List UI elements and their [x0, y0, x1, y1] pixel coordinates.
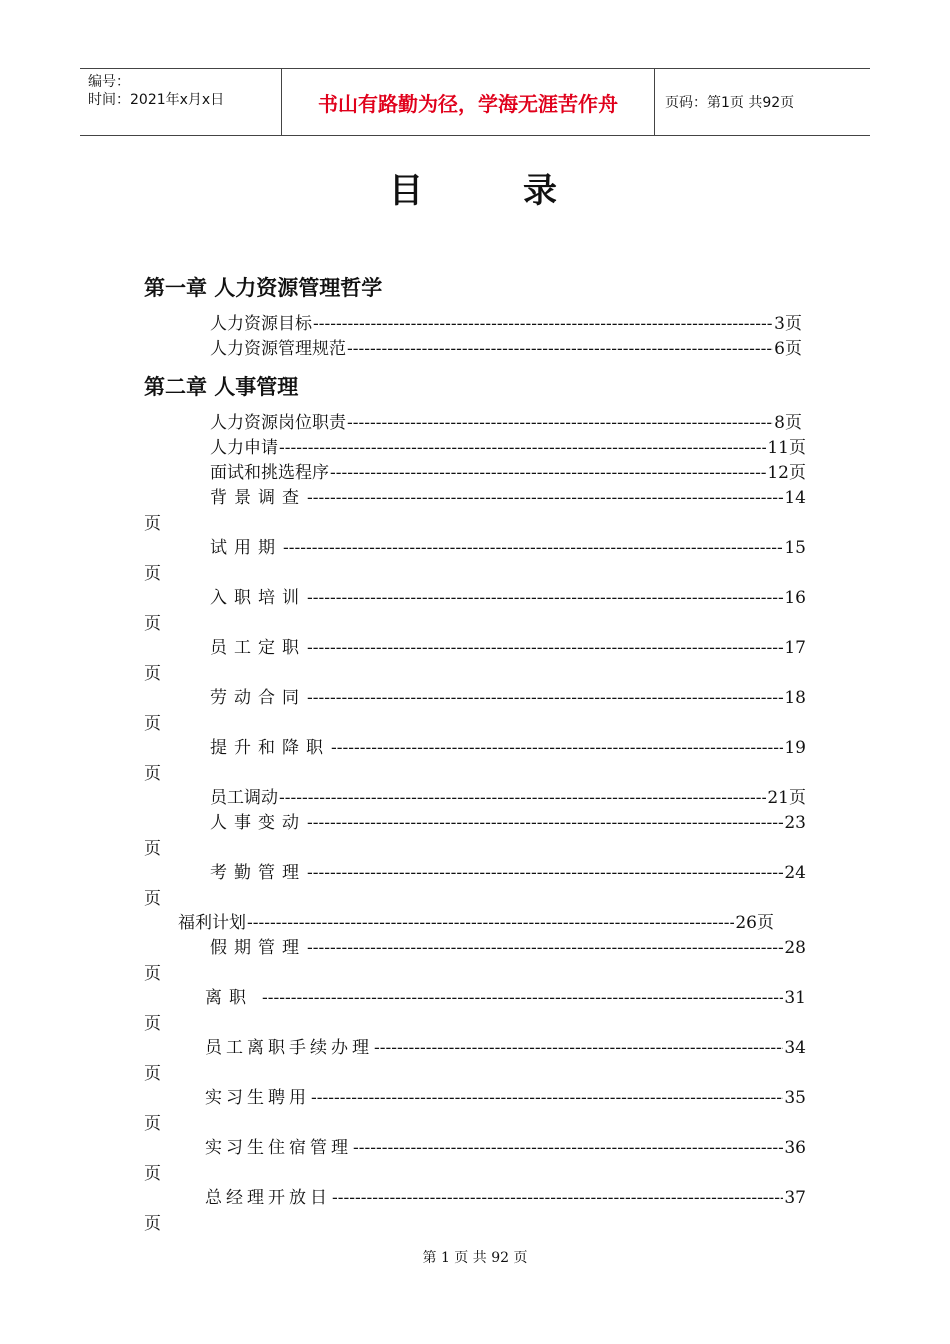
toc-entry-page: 37: [784, 1188, 806, 1207]
toc-leader: [330, 463, 766, 482]
toc-entry[interactable]: [210, 433, 806, 457]
page-suffix: 页: [144, 889, 161, 909]
toc-entry-label: 人力资源目标: [210, 314, 312, 333]
toc-entry-label: 提升和降职: [210, 738, 330, 757]
toc-entry[interactable]: [210, 334, 802, 358]
toc-leader: [332, 1188, 783, 1207]
toc-entry[interactable]: [210, 683, 806, 707]
toc-entry[interactable]: [205, 1133, 806, 1157]
toc-entry-page: 35: [784, 1088, 806, 1107]
page-suffix: 页: [144, 1014, 161, 1034]
page-suffix: 页: [144, 1114, 161, 1134]
toc-entry[interactable]: [205, 983, 806, 1007]
toc-entry[interactable]: [210, 933, 806, 957]
toc-entry-page: 16: [784, 588, 806, 607]
toc-entry[interactable]: [210, 458, 806, 482]
toc-entry[interactable]: [210, 583, 806, 607]
chapter-heading: 第二章 人事管理: [144, 375, 299, 399]
toc-entry-label: 离职: [205, 988, 253, 1007]
toc-leader: [307, 688, 783, 707]
toc-entry-page: 15: [784, 538, 806, 557]
toc-leader: [279, 788, 766, 807]
toc-entry[interactable]: [178, 908, 774, 932]
toc-entry[interactable]: [210, 533, 806, 557]
title-right: 录: [523, 171, 561, 211]
toc-entry-label: 实习生聘用: [205, 1088, 310, 1107]
toc-entry-page: 34: [784, 1038, 806, 1057]
toc-entry[interactable]: [205, 1033, 806, 1057]
page-suffix: 页: [144, 514, 161, 534]
toc-entry[interactable]: [210, 309, 802, 333]
toc-entry[interactable]: [210, 408, 802, 432]
toc-entry-label: 人事变动: [210, 813, 306, 832]
header-motto: 书山有路勤为径，学海无涯苦作舟: [282, 69, 655, 135]
toc-entry-label: 福利计划: [178, 913, 246, 932]
toc-entry[interactable]: [210, 858, 806, 882]
toc-entry-label: 人力资源管理规范: [210, 339, 346, 358]
toc-leader: [311, 1088, 783, 1107]
page-footer: 第 1 页 共 92 页: [422, 1250, 528, 1266]
page-suffix: 页: [144, 714, 161, 734]
toc-entry-page: 17: [784, 638, 806, 657]
page-suffix: 页: [144, 839, 161, 859]
toc-entry-page: 26页: [735, 913, 774, 932]
page-suffix: 页: [144, 614, 161, 634]
toc-entry-page: 18: [784, 688, 806, 707]
page-suffix: 页: [144, 764, 161, 784]
toc-entry-page: 21页: [767, 788, 806, 807]
toc-entry-page: 14: [784, 488, 806, 507]
toc-entry-page: 23: [784, 813, 806, 832]
toc-entry[interactable]: [210, 633, 806, 657]
toc-leader: [307, 588, 783, 607]
header-page-info: 页码：第1页 共92页: [665, 95, 795, 111]
toc-leader: [247, 913, 734, 932]
toc-entry-label: 假期管理: [210, 938, 306, 957]
toc-entry-page: 8页: [774, 413, 802, 432]
toc-entry[interactable]: [205, 1183, 806, 1207]
toc-entry-page: 12页: [767, 463, 806, 482]
toc-leader: [262, 988, 783, 1007]
toc-entry-label: 总经理开放日: [205, 1188, 331, 1207]
toc-leader: [347, 339, 773, 358]
toc-entry-page: 36: [784, 1138, 806, 1157]
toc-leader: [307, 863, 783, 882]
toc-entry[interactable]: [210, 733, 806, 757]
toc-entry-page: 31: [784, 988, 806, 1007]
toc-leader: [307, 488, 783, 507]
toc-leader: [307, 638, 783, 657]
toc-leader: [347, 413, 773, 432]
toc-entry[interactable]: [205, 1083, 806, 1107]
toc-leader: [374, 1038, 783, 1057]
toc-entry[interactable]: [210, 783, 806, 807]
chapter-heading: 第一章 人力资源管理哲学: [144, 276, 383, 300]
toc-entry-page: 6页: [774, 339, 802, 358]
time-label: 时间：2021年x月x日: [88, 92, 225, 108]
toc-entry-label: 员工离职手续办理: [205, 1038, 373, 1057]
toc-entry-label: 试用期: [210, 538, 282, 557]
title-left: 目: [389, 171, 427, 211]
toc-leader: [279, 438, 766, 457]
toc-entry-label: 实习生住宿管理: [205, 1138, 352, 1157]
toc-leader: [353, 1138, 783, 1157]
number-label: 编号：: [88, 74, 130, 90]
toc-entry-page: 24: [784, 863, 806, 882]
toc-leader: [307, 938, 783, 957]
toc-entry-label: 员工调动: [210, 788, 278, 807]
toc-entry-page: 3页: [774, 314, 802, 333]
toc-leader: [307, 813, 783, 832]
toc-entry-label: 员工定职: [210, 638, 306, 657]
toc-entry-label: 劳动合同: [210, 688, 306, 707]
toc-entry[interactable]: [210, 483, 806, 507]
page-suffix: 页: [144, 564, 161, 584]
page-suffix: 页: [144, 1164, 161, 1184]
page-suffix: 页: [144, 664, 161, 684]
toc-entry-page: 19: [784, 738, 806, 757]
page-suffix: 页: [144, 1064, 161, 1084]
toc-entry-label: 人力资源岗位职责: [210, 413, 346, 432]
toc-entry-label: 入职培训: [210, 588, 306, 607]
header-meta: [80, 69, 282, 135]
toc-entry[interactable]: [210, 808, 806, 832]
page-title: [0, 163, 950, 212]
page-suffix: 页: [144, 964, 161, 984]
toc-entry-label: 面试和挑选程序: [210, 463, 329, 482]
toc-entry-label: 人力申请: [210, 438, 278, 457]
page-suffix: 页: [144, 1214, 161, 1234]
toc-entry-page: 28: [784, 938, 806, 957]
toc-entry-label: 考勤管理: [210, 863, 306, 882]
toc-leader: [283, 538, 783, 557]
page-header: [80, 68, 870, 136]
toc-entry-label: 背景调查: [210, 488, 306, 507]
toc-leader: [313, 314, 773, 333]
toc-leader: [331, 738, 783, 757]
toc-entry-page: 11页: [767, 438, 806, 457]
